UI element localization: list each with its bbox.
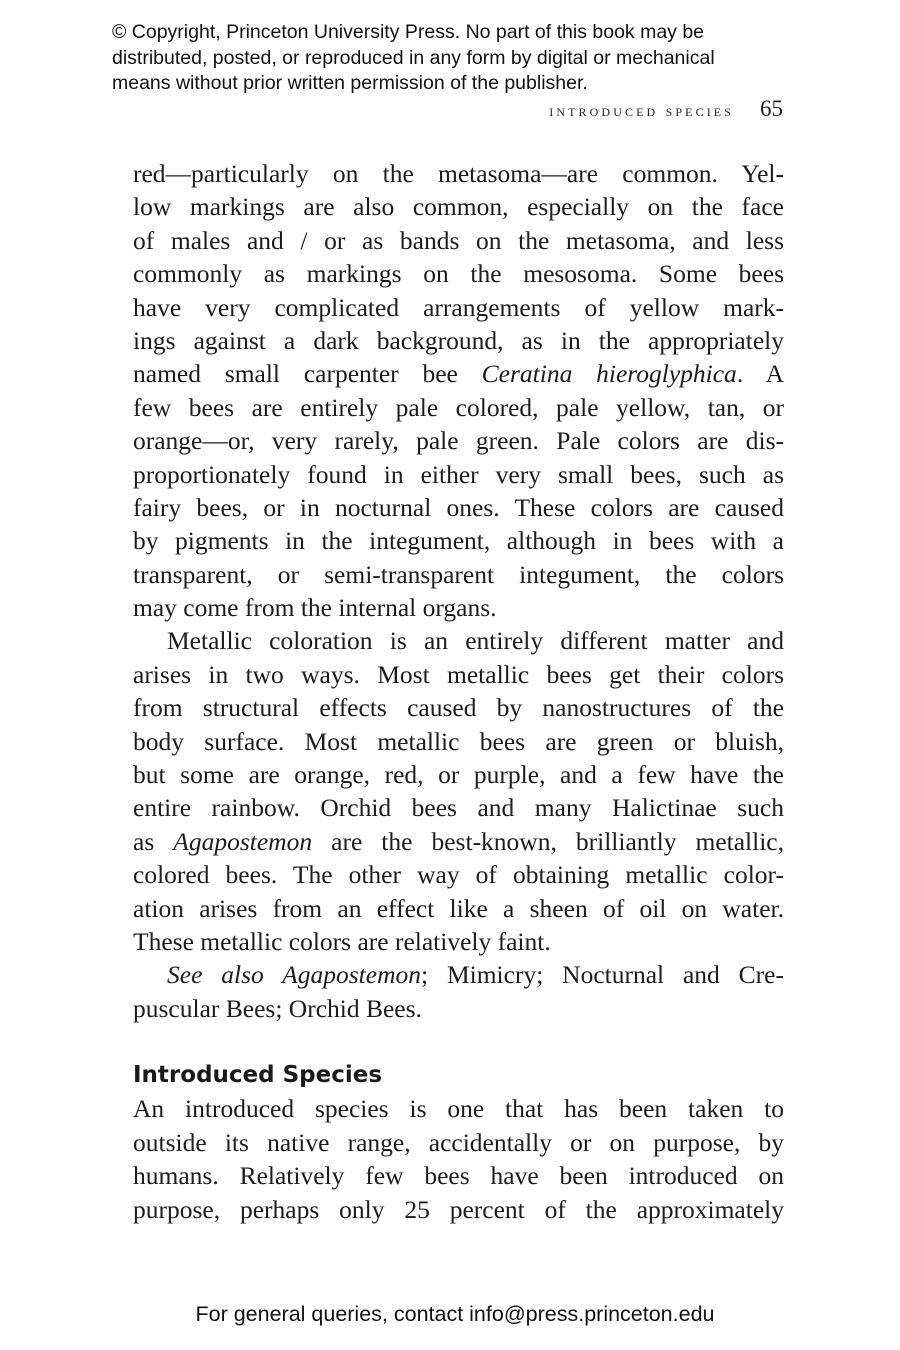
text-segment: are the best-known, brilliantly metallic, (312, 826, 784, 856)
text-line: colored bees. The other way of obtaining metallic color- (133, 860, 784, 890)
text-line: An introduced species is one that has been taken to (133, 1094, 784, 1124)
running-head-title: introduced species (549, 101, 734, 120)
text-line: of males and / or as bands on the metasoma, and less (133, 225, 784, 255)
text-line: Metallic coloration is an entirely different matter and (167, 626, 784, 656)
copyright-line: means without prior written permission of the publisher. (112, 72, 588, 94)
text-line: entire rainbow. Orchid bees and many Halictinae such (133, 793, 784, 823)
text-line: proportionately found in either very small bees, such as (133, 459, 784, 489)
text-line: low markings are also common, especially on the face (133, 192, 784, 222)
copyright-line: distributed, posted, or reproduced in any form by digital or mechanical (112, 46, 715, 69)
text-line: commonly as markings on the mesosoma. Some bees (133, 259, 784, 289)
page-number: 65 (760, 96, 783, 121)
genus-name-italic: Agapostemon (173, 826, 313, 856)
footer-text: For general queries, contact info@press.princeton.edu (195, 1302, 715, 1326)
text-segment: named small carpenter bee (133, 359, 482, 389)
text-line: puscular Bees; Orchid Bees. (133, 993, 422, 1023)
body-text-main (133, 157, 784, 1025)
paragraph-metallic (133, 624, 784, 958)
text-line: from structural effects caused by nanostructures of the (133, 693, 784, 723)
text-segment: as (133, 826, 174, 856)
text-line: body surface. Most metallic bees are green or bluish, (133, 726, 784, 756)
text-line: few bees are entirely pale colored, pale yellow, tan, or (133, 392, 784, 422)
copyright-line: © Copyright, Princeton University Press. No part of this book may be (112, 21, 705, 43)
text-line: by pigments in the integument, although in bees with a (133, 526, 784, 556)
text-line: fairy bees, or in nocturnal ones. These colors are caused (133, 492, 784, 522)
species-name-italic: Ceratina hieroglyphica (481, 359, 737, 389)
running-head (549, 96, 783, 122)
text-line: have very complicated arrangements of yellow mark- (133, 292, 784, 322)
see-also-reference (133, 958, 784, 1025)
text-line: may come from the internal organs. (133, 593, 497, 623)
body-text-section (133, 1059, 784, 1226)
text-segment: . A (736, 359, 784, 389)
see-also-italic: See also Agapostemon (167, 960, 421, 990)
text-line: outside its native range, accidentally or on purpose, by (133, 1127, 784, 1157)
paragraph-coloration-end (133, 157, 784, 624)
text-line: These metallic colors are relatively faint. (133, 926, 551, 956)
text-line (133, 825, 784, 858)
text-line: ation arises from an effect like a sheen of oil on water. (133, 893, 784, 923)
text-line: orange—or, very rarely, pale green. Pale colors are dis- (133, 426, 784, 456)
text-line: red—particularly on the metasoma—are common. Yel- (133, 159, 784, 188)
text-line: arises in two ways. Most metallic bees get their colors (133, 659, 784, 689)
text-line: humans. Relatively few bees have been introduced on (133, 1161, 784, 1191)
text-line: transparent, or semi-transparent integument, the colors (133, 559, 784, 589)
text-segment: ; Mimicry; Nocturnal and Cre- (421, 960, 784, 990)
text-line (133, 357, 784, 390)
copyright-notice (112, 20, 802, 97)
text-line: but some are orange, red, or purple, and a few have the (133, 760, 784, 790)
section-heading: Introduced Species (133, 1062, 383, 1088)
text-line: ings against a dark background, as in the appropriately (133, 325, 784, 355)
footer-contact (0, 1302, 900, 1327)
text-line (133, 958, 784, 991)
text-line: purpose, perhaps only 25 percent of the approximately (133, 1194, 784, 1224)
